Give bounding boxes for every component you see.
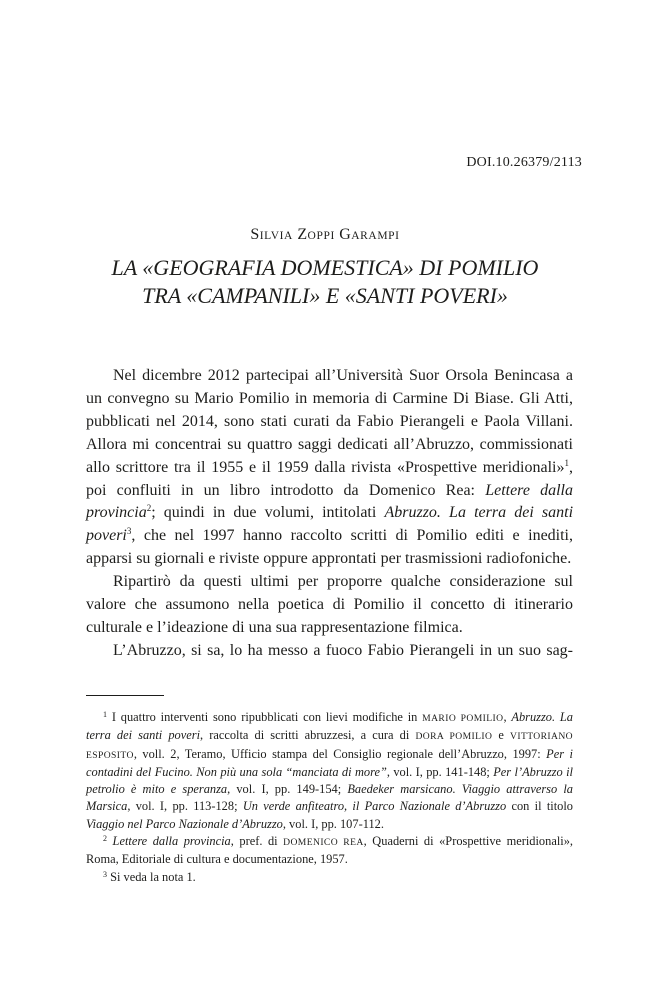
footnote-number: 3: [103, 869, 107, 879]
italic-title: Un verde anfiteatro, il Parco Nazionale d’Abruzzo: [242, 799, 507, 814]
author-rest: OPPI: [307, 230, 335, 242]
text-run: , poi confluiti in un libro introdotto da Domenico Rea:: [86, 458, 573, 499]
text-run: , vol. I, pp. 113-128;: [127, 799, 243, 814]
text-run: , raccolta di scritti abruzzesi, a cura di: [200, 728, 416, 743]
footnote-ref[interactable]: 3: [126, 526, 132, 537]
author-rest: ARAMPI: [351, 230, 400, 242]
footnote-divider: [86, 695, 164, 696]
footnotes: [86, 709, 573, 886]
italic-title: Baedeker marsicano. Viaggio attraverso la Marsica: [86, 782, 573, 814]
small-caps-name: DORA POMILIO: [415, 731, 493, 743]
doi-label: DOI.10.26379/2113: [466, 155, 582, 170]
text-run: , pref. di: [230, 834, 284, 849]
footnote-number: 1: [103, 710, 107, 719]
text-run: , vol. I, pp. 107-112.: [282, 816, 384, 831]
author-initial: Z: [297, 226, 308, 243]
body-text: [86, 365, 573, 663]
paragraph: Ripartirò da questi ultimi per proporre qualche considerazione sul valore che assumono nella poetica di Pomilio il concetto di itinerario culturale e l’ideazione di una sua rappresentazione filmica.: [86, 573, 573, 636]
footnote: [86, 709, 573, 833]
author-rest: ILVIA: [259, 230, 293, 242]
title-line: LA «GEOGRAFIA DOMESTICA» DI POMILIO: [111, 255, 539, 280]
small-caps-name: DOMENICO REA: [283, 837, 364, 849]
text-run: ,: [503, 710, 512, 724]
text-run: Si veda la nota 1.: [107, 869, 196, 884]
footnote: [86, 869, 573, 886]
text-run: Nel dicembre 2012 partecipai all’Università Suor Orsola Benincasa a un convegno su Mario Pomilio in memoria di Carmine Di Biase. Gli Atti, pubblicati nel 2014, sono stati curati da Fabio Pierangeli e Paola Villani. Allora mi concentrai su quattro saggi dedicati all’Abruzzo, commissionati allo scrittore tra il 1955 e il 1959 dalla rivista «Prospettive meridionali»: [86, 367, 573, 476]
text-run: e: [492, 728, 511, 743]
italic-title: Per i contadini del Fucino. Non più una sola “manciata di more”: [86, 746, 573, 779]
author-initial: G: [339, 226, 352, 243]
footnote: [86, 833, 573, 869]
text-run: , voll. 2, Teramo, Ufficio stampa del Consiglio regionale dell’Abruzzo, 1997:: [133, 746, 547, 761]
article-title: [0, 254, 650, 310]
italic-title: Lettere dalla provincia: [86, 481, 573, 522]
text-run: , vol. I, pp. 141-148;: [386, 764, 494, 779]
italic-title: Per l’Abruzzo il petrolio è mito e speranza: [86, 764, 573, 797]
text-run: , che nel 1997 hanno raccolto scritti di Pomilio editi e inediti, apparsi su giornali e riviste oppure approntati per trasmissioni radiofoniche.: [86, 527, 573, 568]
italic-title: Abruzzo. La terra dei santi poveri: [86, 710, 573, 743]
small-caps-name: VITTORIANO ESPOSITO: [86, 731, 573, 761]
italic-title: Lettere dalla provincia: [112, 834, 231, 849]
paragraph: [86, 365, 573, 571]
paragraph: L’Abruzzo, si sa, lo ha messo a fuoco Fabio Pierangeli in un suo sag-: [113, 641, 573, 659]
author-name: [0, 226, 650, 244]
text-run: con il titolo: [506, 799, 574, 814]
text-run: , Quaderni di «Prospettive meridionali», Roma, Editoriale di cultura e documentazione, 1957.: [86, 834, 573, 867]
title-line: TRA «CAMPANILI» E «SANTI POVERI»: [142, 283, 508, 308]
text-run: ; quindi in due volumi, intitolati: [151, 504, 385, 522]
footnote-ref[interactable]: 2: [146, 503, 152, 514]
small-caps-name: MARIO POMILIO: [422, 713, 504, 724]
footnote-ref[interactable]: 1: [564, 457, 569, 468]
text-run: I quattro interventi sono ripubblicati con lievi modifiche in: [107, 710, 423, 724]
italic-title: Viaggio nel Parco Nazionale d’Abruzzo: [86, 816, 283, 831]
footnote-number: 2: [103, 834, 107, 844]
text-run: , vol. I, pp. 149-154;: [227, 782, 348, 797]
author-initial: S: [250, 226, 260, 243]
italic-title: Abruzzo. La terra dei santi poveri: [86, 504, 574, 545]
